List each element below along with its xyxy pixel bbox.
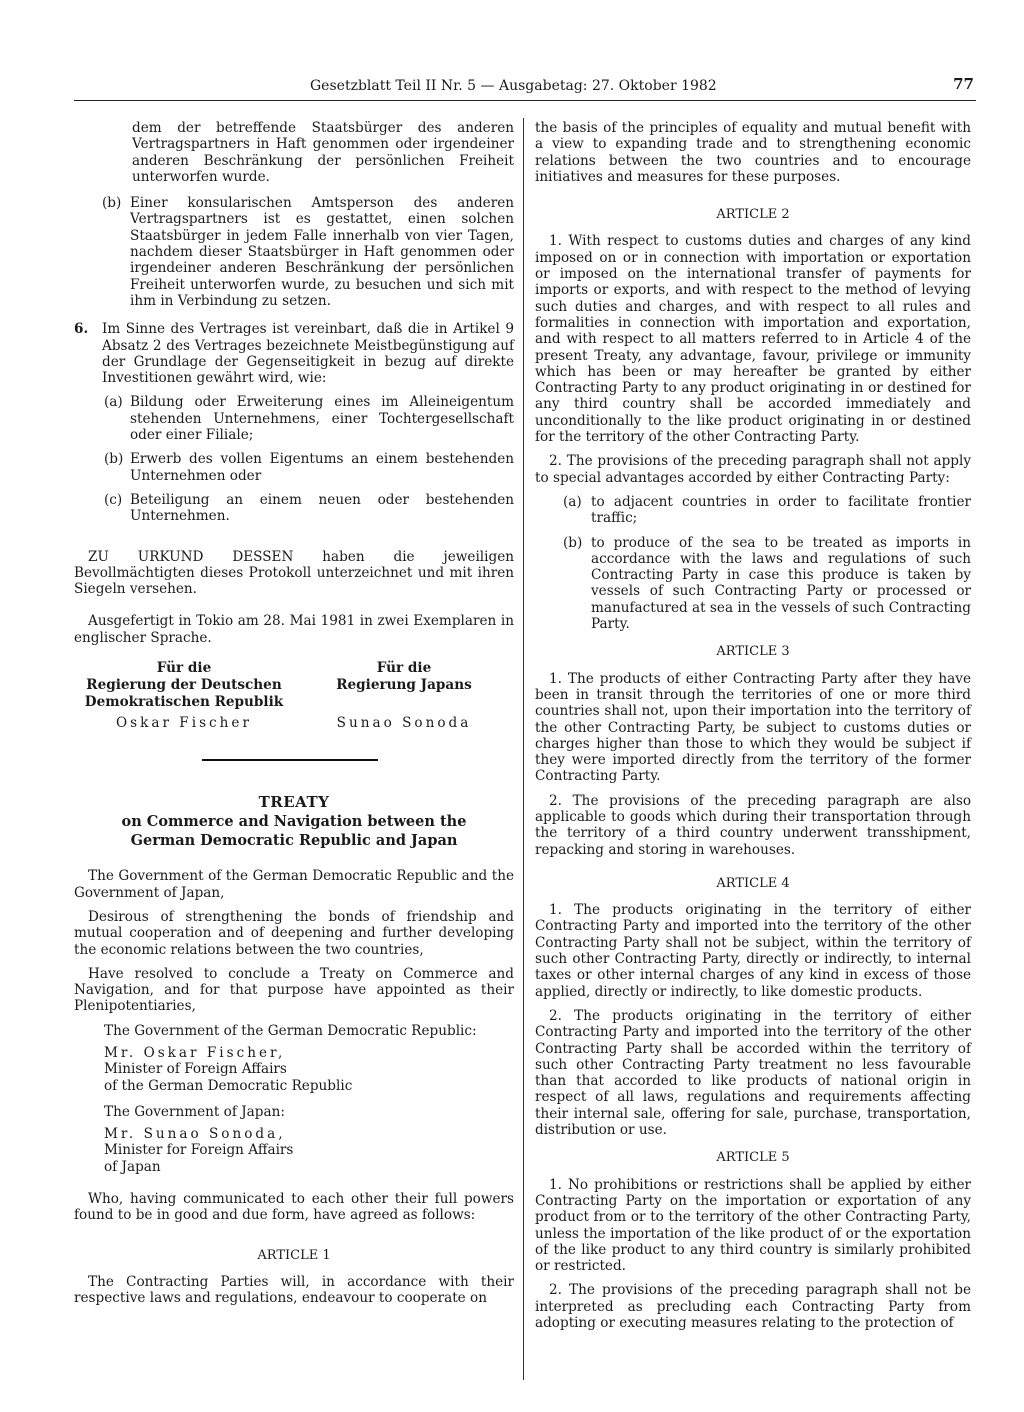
item-label: (b) <box>104 451 124 468</box>
plenipotentiary-japan <box>74 1104 514 1175</box>
plenipotentiary-title: Minister for Foreign Affairs <box>104 1142 294 1159</box>
plenipotentiary-title: of the German Democratic Republic <box>104 1077 353 1094</box>
treaty-subtitle: German Democratic Republic and Japan <box>130 832 458 850</box>
header-title: Gesetzblatt Teil II Nr. 5 — Ausgabetag: 27. Oktober 1982 <box>310 78 717 94</box>
preamble-paragraph: The Government of the German Democratic Republic and the Government of Japan, <box>74 868 514 901</box>
article-5-heading: ARTICLE 5 <box>716 1150 790 1166</box>
article-3-paragraph-1: 1. The products of either Contracting Party after they have been in transit through the territories of one or more third countries shall not, upon their importation into the territory of the other Contracting Party, be subject to customs duties or charges higher than those to which they would be subject if they were imported directly from the territory of the former Contracting Party. <box>535 670 971 785</box>
preamble-paragraph: Have resolved to conclude a Treaty on Commerce and Navigation, and for that purpose have appointed as their Plenipotentiaries, <box>74 965 514 1015</box>
article-2-paragraph-2: 2. The provisions of the preceding paragraph shall not apply to special advantages accorded by either Contracting Party: <box>535 453 971 486</box>
plenipotentiary-name: Mr. Sunao Sonoda, <box>104 1126 286 1143</box>
paragraph-text: Im Sinne des Vertrages ist vereinbart, daß die in Artikel 9 Absatz 2 des Vertrages bezeichnete Meistbegünstigung auf der Grundlage der Gegenseitigkeit in bezug auf direkte Investitionen gewährt wird, wie: <box>102 321 514 387</box>
article-2-heading: ARTICLE 2 <box>716 207 790 223</box>
article-1-heading: ARTICLE 1 <box>257 1247 331 1263</box>
article-1-text: The Contracting Parties will, in accordance with their respective laws and regulations, endeavour to cooperate on <box>74 1273 514 1307</box>
article-4-heading: ARTICLE 4 <box>716 875 790 891</box>
signature-org-line: Demokratischen Republik <box>84 694 284 711</box>
item-label: (a) <box>104 394 123 411</box>
article-2-item-a <box>535 494 971 527</box>
treaty-heading <box>74 793 514 850</box>
signatory-name: Oskar Fischer <box>116 715 252 732</box>
signature-org-line: Regierung der Deutschen <box>86 677 282 694</box>
left-column <box>74 120 514 1315</box>
plenipotentiary-name: Mr. Oskar Fischer, <box>104 1044 286 1061</box>
article-1-continuation: the basis of the principles of equality and mutual benefit with a view to expanding trade and to strengthening economic relations between the two countries and to encourage initiatives and measures for these purposes. <box>535 120 971 185</box>
protocol-item-b <box>74 195 514 309</box>
article-3-paragraph-2: 2. The provisions of the preceding paragraph are also applicable to goods which during their transportation through the territory of a third country underwent transshipment, repacking and storing in warehouses. <box>535 792 971 858</box>
signature-org-line: Regierung Japans <box>336 677 472 694</box>
preamble-paragraph: Desirous of strengthening the bonds of friendship and mutual cooperation and of deepening and further developing the economic relations between the two countries, <box>74 908 514 958</box>
article-2-item-b <box>535 535 971 633</box>
item-label: (c) <box>104 491 123 508</box>
column-divider <box>523 118 524 1380</box>
ausgefertigt-paragraph: Ausgefertigt in Tokio am 28. Mai 1981 in zwei Exemplaren in englischer Sprache. <box>74 613 514 646</box>
signature-gdr <box>74 660 294 731</box>
protocol-paragraph-6 <box>74 321 514 386</box>
treaty-title: TREATY <box>258 793 330 812</box>
paragraph-number: 6. <box>74 321 89 338</box>
item-text: Erwerb des vollen Eigentums an einem bestehenden Unternehmen oder <box>130 451 514 484</box>
signature-org-line: Für die <box>376 660 432 677</box>
item-label: (b) <box>102 195 122 212</box>
article-4-paragraph-1: 1. The products originating in the territory of either Contracting Party and imported into the territory of the other Contracting Party shall not be subject, within the territory of such other Contracting Party, directly or indirectly, to internal taxes or other internal charges of any kind in excess of those applied, directly or indirectly, to like domestic products. <box>535 902 971 1000</box>
urkund-paragraph: ZU URKUND DESSEN haben die jeweiligen Bevollmächtigten dieses Protokoll unterzeichnet und mit ihren Siegeln versehen. <box>74 548 514 598</box>
right-column <box>535 120 971 1339</box>
protocol-item-b2 <box>74 451 514 484</box>
item-text: Einer konsularischen Amtsperson des anderen Vertragspartners ist es gestattet, einen solchen Staatsbürger in jedem Falle innerhalb von vier Tagen, nachdem dieser Staatsbürger in Haft genommen oder irgendeiner anderen Beschränkung der persönlichen Freiheit unterworfen wurde, zu besuchen und sich mit ihm in Verbindung zu setzen. <box>130 195 514 309</box>
plenipotentiary-gdr <box>74 1023 514 1094</box>
article-3-heading: ARTICLE 3 <box>716 644 790 660</box>
signature-japan <box>294 660 514 731</box>
page-header <box>74 76 976 101</box>
item-label: (a) <box>563 493 582 510</box>
protocol-item-c <box>74 492 514 525</box>
government-label: The Government of the German Democratic Republic: <box>104 1022 477 1039</box>
treaty-subtitle: on Commerce and Navigation between the <box>121 813 467 831</box>
plenipotentiary-title: of Japan <box>104 1158 161 1175</box>
signature-block <box>74 660 514 731</box>
section-rule <box>202 759 378 761</box>
protocol-item-a <box>74 394 514 443</box>
article-4-paragraph-2: 2. The products originating in the territory of either Contracting Party and imported into the territory of the other Contracting Party shall be accorded within the territory of such other Contracting Party treatment no less favourable than that accorded to like products of national origin in respect of all laws, regulations and requirements affecting their internal sale, offering for sale, purchase, transportation, distribution or use. <box>535 1007 971 1139</box>
protocol-continuation: dem der betreffende Staatsbürger des anderen Vertragspartners in Haft genommen oder irgendeiner anderen Beschränkung der persönlichen Freiheit unterworfen wurde. <box>132 120 514 185</box>
item-text: to produce of the sea to be treated as imports in accordance with the laws and regulations of such Contracting Party in case this produce is taken by vessels of such Contracting Party or processed or manufactured at sea in the vessels of such Contracting Party. <box>591 534 971 633</box>
article-5-paragraph-1: 1. No prohibitions or restrictions shall be applied by either Contracting Party on the importation or exportation of any product from or to the territory of the other Contracting Party, unless the importation of the like product of or the exportation of the like product to any third country is similarly prohibited or restricted. <box>535 1176 971 1275</box>
plenipotentiary-title: Minister of Foreign Affairs <box>104 1061 287 1078</box>
signatory-name: Sunao Sonoda <box>336 715 472 732</box>
who-paragraph: Who, having communicated to each other their full powers found to be in good and due form, have agreed as follows: <box>74 1191 514 1224</box>
item-text: Beteiligung an einem neuen oder bestehenden Unternehmen. <box>130 491 514 525</box>
signature-org-line: Für die <box>156 660 212 677</box>
article-5-paragraph-2: 2. The provisions of the preceding paragraph shall not be interpreted as precluding each Contracting Party from adopting or executing measures relating to the protection of <box>535 1282 971 1331</box>
item-text: to adjacent countries in order to facilitate frontier traffic; <box>591 493 971 527</box>
article-2-paragraph-1: 1. With respect to customs duties and charges of any kind imposed on or in connection with importation or exportation or imposed on the international transfer of payments for imports or exports, and with respect to the method of levying such duties and charges, and with respect to all rules and formalities in connection with importation and exportation, and with respect to all matters referred to in Article 4 of the present Treaty, any advantage, favour, privilege or immunity which has been or may hereafter be granted by either Contracting Party to any product originating in or destined for any third country shall be accorded immediately and unconditionally to the like product originating in or destined for the territory of the other Contracting Party. <box>535 233 971 446</box>
item-label: (b) <box>563 534 583 551</box>
page-number: 77 <box>953 75 974 93</box>
item-text: Bildung oder Erweiterung eines im Alleineigentum stehenden Unternehmens, einer Tochtergesellschaft oder einer Filiale; <box>130 394 514 444</box>
government-label: The Government of Japan: <box>104 1103 285 1120</box>
